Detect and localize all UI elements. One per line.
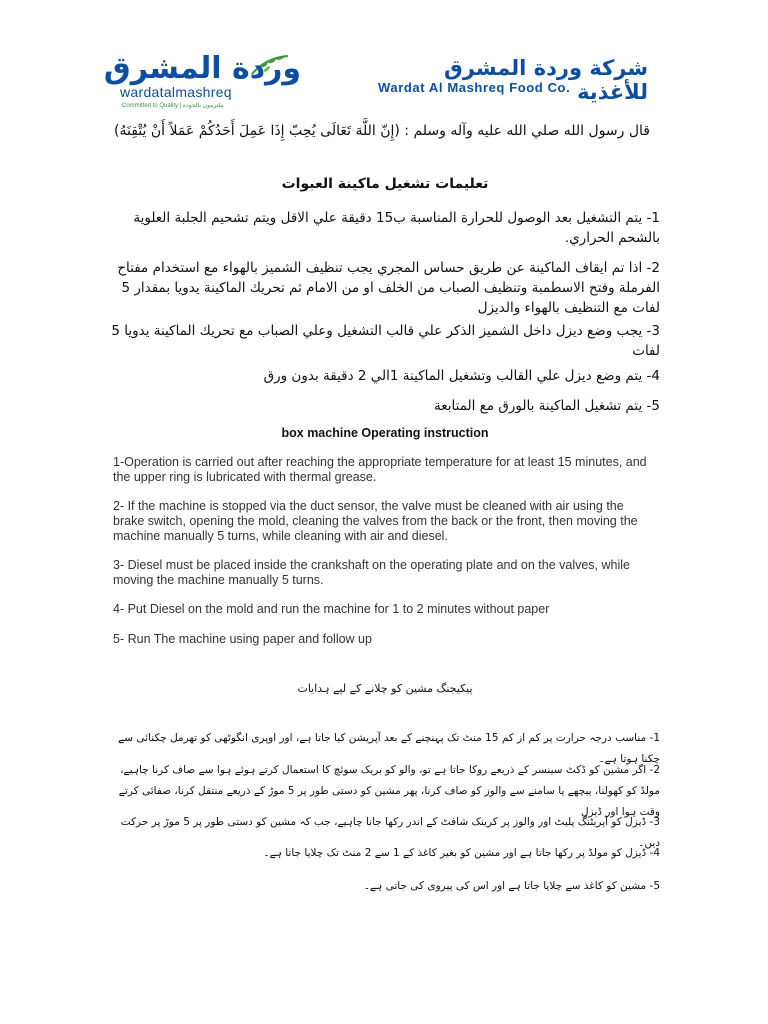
arabic-instruction-3: 3- يجب وضع ديزل داخل الشميز الذكر علي قالب التشغيل وعلي الصباب مع تحريك الماكينة يدويا 5 لفات [111,323,660,359]
logo-latin-wordmark: wardatalmashreq [120,84,232,100]
english-instruction-5: 5- Run The machine using paper and follow up [113,632,372,646]
arabic-instruction-2: 2- اذا تم ايقاف الماكينة عن طريق حساس المجري يجب تنظيف الشميز بالهواء مع استخدام مفتاح الفرملة وفتح الاسطمبة وتنظيف الصباب من الخلف او من الامام ثم تحريك الماكينة يدويا بمقدار 5 لفات مع التنظيف بالهواء والديزل [117,260,660,316]
company-name-english: Wardat Al Mashreq Food Co. [378,80,571,95]
urdu-instruction-3: 3- ڈیزل کو آپریٹنگ پلیٹ اور والوز پر کرینک شافٹ کے اندر رکھا جانا چاہیے، جب کہ مشین کو دستی طور پر 5 موڑ پر حرکت دیں۔ [120,816,660,849]
hadith-quote: قال رسول الله صلي الله عليه وآله وسلم : (إِنّ اللَّهَ تَعَالَى يُحِبّ إِذَا عَمِلَ أَحَدُكُمْ عَمَلاً أَنْ يُتْقِنَهُ) [114,123,650,139]
arabic-instruction-5: 5- يتم تشغيل الماكينة بالورق مع المتابعة [434,398,660,414]
urdu-instruction-4: 4- ڈیزل کو مولڈ پر رکھا جاتا ہے اور مشین کو بغیر کاغذ کے 1 سے 2 منٹ تک چلایا جاتا ہے۔ [263,847,660,859]
arabic-section-title: تعليمات تشغيل ماكينة العبوات [281,176,489,192]
logo-tagline: Committed to Quality | ملتزمون بالجودة [122,103,224,109]
arabic-instruction-1: 1- يتم التشغيل بعد الوصول للحرارة المناسبة ب15 دقيقة علي الاقل ويتم تشحيم الجلبة العلوية بالشحم الحراري. [133,210,660,246]
logo-arabic-wordmark: وردة المشرق [103,51,302,86]
urdu-instruction-1: 1- مناسب درجہ حرارت پر کم از کم 15 منٹ تک پہنچنے کے بعد آپریشن کیا جاتا ہے، اور اوپری انگوٹھی کو تھرمل چکنائی سے چکنا ہوتا ہے۔ [118,732,660,765]
company-name-arabic: شركة وردة المشرق للأغذية [444,56,648,104]
english-instruction-4: 4- Put Diesel on the mold and run the machine for 1 to 2 minutes without paper [113,602,550,616]
company-name-block [378,56,658,104]
arabic-instruction-4: 4- يتم وضع ديزل علي القالب وتشغيل الماكينة 1الي 2 دقيقة بدون ورق [263,368,660,384]
company-logo-left [100,52,305,112]
english-instruction-2: 2- If the machine is stopped via the duct sensor, the valve must be cleaned with air using the brake switch, opening the mold, cleaning the valves from the back or the front, then moving the machine manually 5 turns, while cleaning with air and diesel. [113,499,638,543]
english-instruction-3: 3- Diesel must be placed inside the crankshaft on the operating plate and on the valves, while moving the machine manually 5 turns. [113,558,630,587]
english-section-title: box machine Operating instruction [281,426,489,440]
urdu-section-title: پیکیجنگ مشین کو چلانے کے لیے ہدایات [297,682,473,695]
english-instruction-1: 1-Operation is carried out after reaching the appropriate temperature for at least 15 minutes, and the upper ring is lubricated with thermal grease. [113,455,647,484]
urdu-instruction-2: 2- اگر مشین کو ڈکٹ سینسر کے ذریعے روکا جاتا ہے تو، والو کو بریک سوئچ کا استعمال کرتے ہوئے ہوا سے صاف کرنا چاہیے، مولڈ کو کھولنا، پیچھے یا سامنے سے والوز کو صاف کرنا، پھر مشین کو دستی طور پر 5 موڑ کے ذریعے منتقل کرنا، صفائی کرتے وقت ہوا اور ڈیزل [118,764,660,818]
urdu-instruction-5: 5- مشین کو کاغذ سے چلایا جاتا ہے اور اس کی پیروی کی جاتی ہے۔ [363,880,660,892]
